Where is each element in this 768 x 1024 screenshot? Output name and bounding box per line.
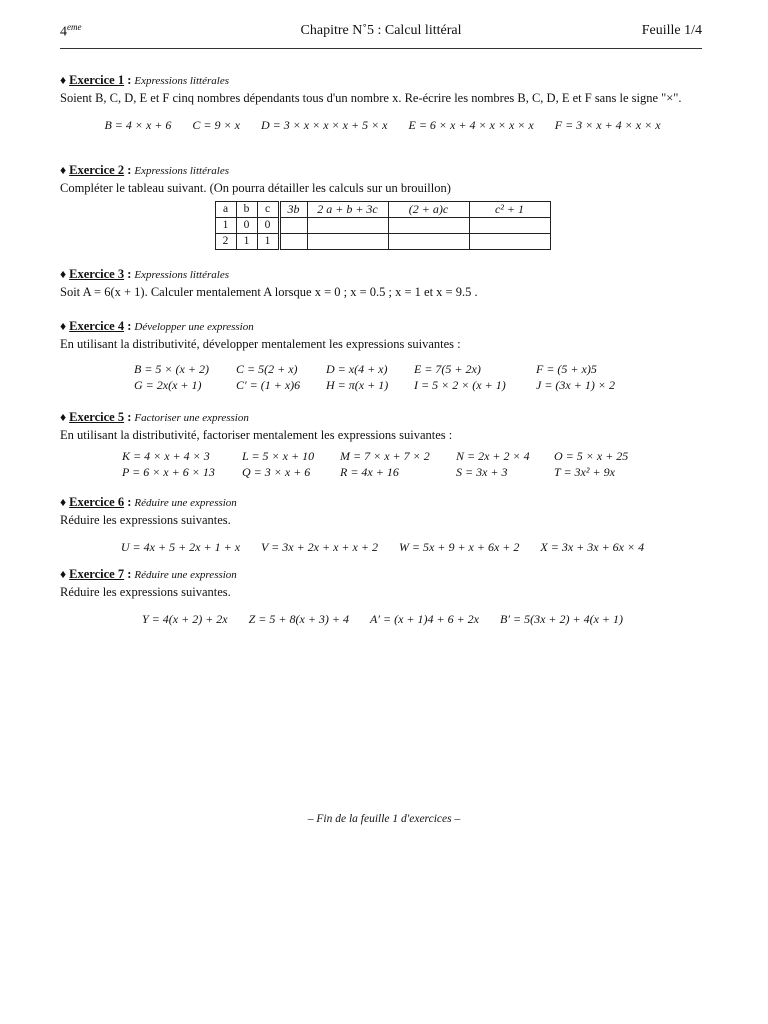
equation: G = 2x(x + 1) <box>134 377 202 392</box>
diamond-icon: ♦ <box>60 73 67 87</box>
exercise-3 <box>60 266 705 300</box>
equation: H = π(x + 1) <box>326 377 389 392</box>
answer-cell[interactable] <box>307 218 388 234</box>
equation: B = 5 × (x + 2) <box>134 361 209 376</box>
equation: J = (3x + 1) × 2 <box>536 377 615 392</box>
equation: X = 3x + 3x + 6x × 4 <box>540 539 645 554</box>
table-row <box>215 234 550 250</box>
exercise-instructions: En utilisant la distributivité, factoriser mentalement les expressions suivantes : <box>60 427 453 442</box>
equation: N = 2x + 2 × 4 <box>456 448 530 463</box>
table-row <box>215 218 550 234</box>
equation: R = 4x + 16 <box>340 464 399 479</box>
page-footer: – Fin de la feuille 1 d'exercices – <box>307 813 461 825</box>
diamond-icon: ♦ <box>60 495 67 509</box>
table-header-cell: c <box>257 201 279 218</box>
exercise-4 <box>60 318 705 396</box>
equation-line <box>60 540 705 556</box>
exercise-7 <box>60 566 705 627</box>
equation: F = (5 + x)5 <box>536 361 597 376</box>
equation-line <box>60 118 705 134</box>
header-divider <box>60 48 702 49</box>
equation: E = 7(5 + 2x) <box>414 361 481 376</box>
table-cell: 0 <box>257 218 279 234</box>
equation-grid <box>60 362 705 396</box>
equation: O = 5 × x + 25 <box>554 448 629 463</box>
level-label: 4eme <box>60 22 82 40</box>
diamond-icon: ♦ <box>60 319 67 333</box>
exercise-2 <box>60 162 705 250</box>
equation: A′ = (x + 1)4 + 6 + 2x <box>370 611 480 626</box>
equation: Z = 5 + 8(x + 3) + 4 <box>248 611 350 626</box>
equation: S = 3x + 3 <box>456 464 508 479</box>
equation: L = 5 × x + 10 <box>242 448 315 463</box>
exercise-5 <box>60 409 705 483</box>
answer-cell[interactable] <box>307 234 388 250</box>
table-cell: 1 <box>236 234 257 250</box>
exercise-instructions: Réduire les expressions suivantes. <box>60 584 231 599</box>
exercise-instructions: Compléter le tableau suivant. (On pourra détailler les calculs sur un brouillon) <box>60 180 451 195</box>
answer-cell[interactable] <box>469 218 550 234</box>
table-cell: 0 <box>236 218 257 234</box>
exercise-instructions: Soit A = 6(x + 1). Calculer mentalement A lorsque x = 0 ; x = 0.5 ; x = 1 et x = 9.5 . <box>60 284 478 299</box>
equation: D = 3 × x × x × x + 5 × x <box>260 117 388 132</box>
table-cell: 1 <box>215 218 236 234</box>
table-header-cell: (2 + a)c <box>388 201 469 218</box>
exercise-instructions: Réduire les expressions suivantes. <box>60 512 231 527</box>
equation: E = 6 × x + 4 × x × x × x <box>408 117 534 132</box>
diamond-icon: ♦ <box>60 267 67 281</box>
equation: I = 5 × 2 × (x + 1) <box>414 377 506 392</box>
values-table <box>215 201 551 251</box>
equation: Q = 3 × x + 6 <box>242 464 311 479</box>
equation: K = 4 × x + 4 × 3 <box>122 448 210 463</box>
equation: B′ = 5(3x + 2) + 4(x + 1) <box>500 611 623 626</box>
chapter-title: Chapitre N˚5 : Calcul littéral <box>300 23 462 38</box>
equation: V = 3x + 2x + x + x + 2 <box>261 539 378 554</box>
answer-cell[interactable] <box>279 218 307 234</box>
exercise-title: ♦ Exercice 1 : Expressions littérales <box>60 73 229 87</box>
exercise-title: ♦ Exercice 3 : Expressions littérales <box>60 267 229 281</box>
exercise-title: ♦ Exercice 2 : Expressions littérales <box>60 163 229 177</box>
table-header-cell: 3b <box>279 201 307 218</box>
table-header-cell: c² + 1 <box>469 201 550 218</box>
table-header-cell: b <box>236 201 257 218</box>
table-header-row <box>215 201 550 218</box>
equation: C = 9 × x <box>192 117 240 132</box>
equation: M = 7 × x + 7 × 2 <box>340 448 430 463</box>
equation-grid <box>60 449 705 483</box>
equation: P = 6 × x + 6 × 13 <box>122 464 215 479</box>
answer-cell[interactable] <box>279 234 307 250</box>
table-header-cell: 2 a + b + 3c <box>307 201 388 218</box>
equation: W = 5x + 9 + x + 6x + 2 <box>398 539 520 554</box>
exercise-instructions: En utilisant la distributivité, développer mentalement les expressions suivantes : <box>60 336 461 351</box>
equation: B = 4 × x + 6 <box>104 117 172 132</box>
exercise-1 <box>60 72 705 133</box>
exercise-title: ♦ Exercice 7 : Réduire une expression <box>60 567 237 581</box>
table-cell: 2 <box>215 234 236 250</box>
table-cell: 1 <box>257 234 279 250</box>
page-header <box>60 22 702 42</box>
equation: C′ = (1 + x)6 <box>236 377 301 392</box>
exercise-6 <box>60 494 705 555</box>
diamond-icon: ♦ <box>60 163 67 177</box>
table-header-cell: a <box>215 201 236 218</box>
exercise-title: ♦ Exercice 6 : Réduire une expression <box>60 495 237 509</box>
equation: D = x(4 + x) <box>326 361 388 376</box>
equation: F = 3 × x + 4 × x × x <box>554 117 661 132</box>
equation: U = 4x + 5 + 2x + 1 + x <box>120 539 241 554</box>
exercise-title: ♦ Exercice 5 : Factoriser une expression <box>60 410 249 424</box>
answer-cell[interactable] <box>388 218 469 234</box>
diamond-icon: ♦ <box>60 410 67 424</box>
answer-cell[interactable] <box>388 234 469 250</box>
equation-line <box>60 612 705 628</box>
sheet-number: Feuille 1/4 <box>641 23 702 38</box>
diamond-icon: ♦ <box>60 567 67 581</box>
exercise-title: ♦ Exercice 4 : Développer une expression <box>60 319 254 333</box>
answer-cell[interactable] <box>469 234 550 250</box>
equation: Y = 4(x + 2) + 2x <box>142 611 228 626</box>
equation: T = 3x² + 9x <box>554 464 615 479</box>
exercise-instructions: Soient B, C, D, E et F cinq nombres dépendants tous d'un nombre x. Re-écrire les nombres B, C, D, E et F sans le signe "×". <box>60 90 682 105</box>
equation: C = 5(2 + x) <box>236 361 298 376</box>
